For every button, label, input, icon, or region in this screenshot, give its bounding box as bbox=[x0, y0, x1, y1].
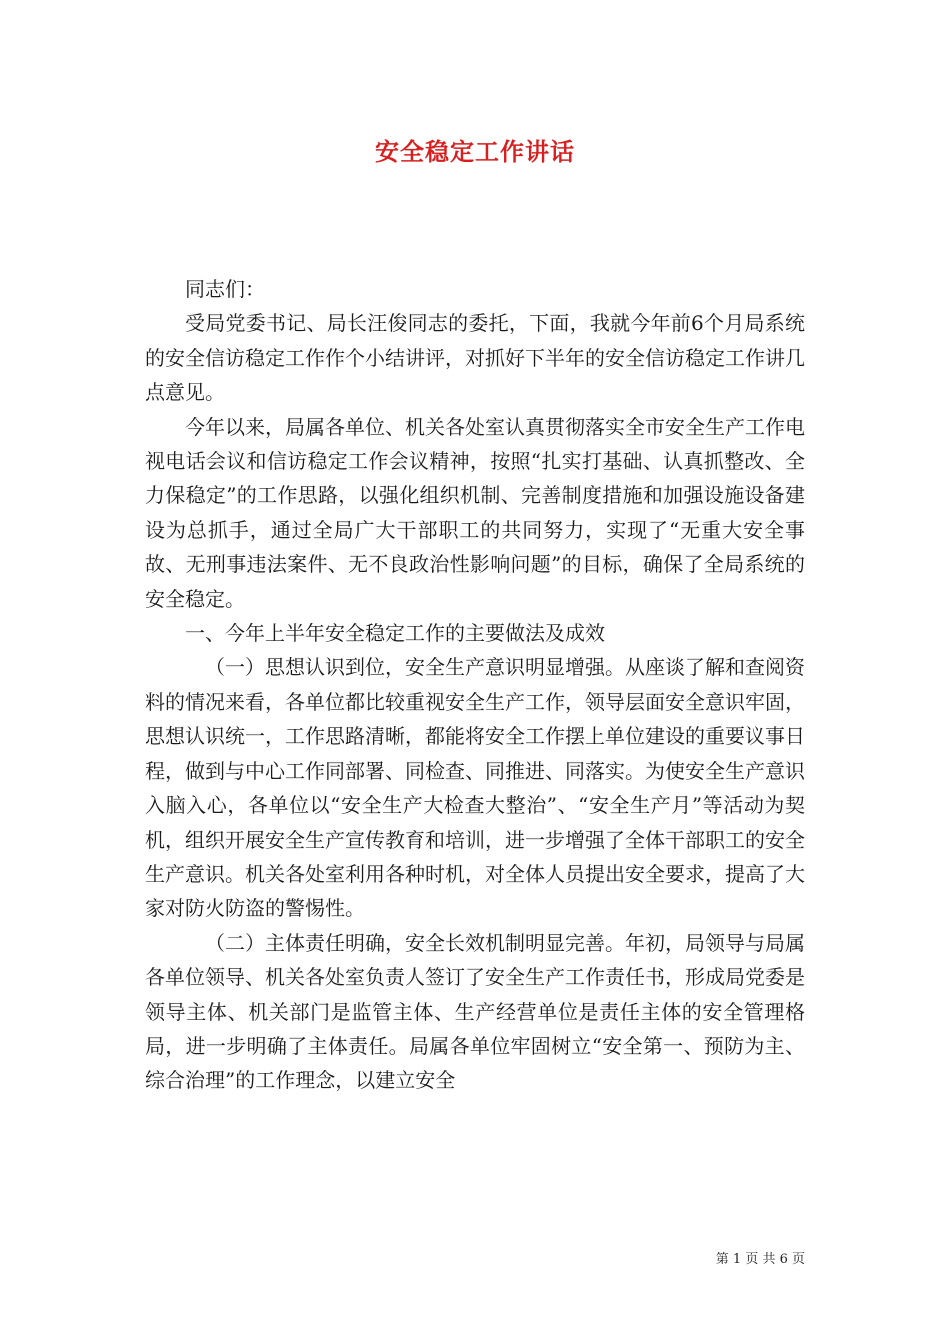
intro-paragraph: 受局党委书记、局长汪俊同志的委托，下面，我就今年前6个月局系统的安全信访稳定工作作个小结讲评，对抓好下半年的安全信访稳定工作讲几点意见。 bbox=[145, 311, 805, 405]
document-body bbox=[145, 272, 805, 1098]
section-heading: 一、今年上半年安全稳定工作的主要做法及成效 bbox=[185, 621, 605, 646]
subsection-2-paragraph: （二）主体责任明确，安全长效机制明显完善。年初，局领导与局属各单位领导、机关各处室负责人签订了安全生产工作责任书，形成局党委是领导主体、机关部门是监管主体、生产经营单位是责任主体的安全管理格局，进一步明确了主体责任。局属各单位牢固树立“安全第一、预防为主、综合治理”的工作理念，以建立安全 bbox=[145, 930, 805, 1093]
summary-paragraph: 今年以来，局属各单位、机关各处室认真贯彻落实全市安全生产工作电视电话会议和信访稳定工作会议精神，按照“扎实打基础、认真抓整改、全力保稳定”的工作思路，以强化组织机制、完善制度措施和加强设施设备建设为总抓手，通过全局广大干部职工的共同努力，实现了“无重大安全事故、无刑事违法案件、无不良政治性影响问题”的目标，确保了全局系统的安全稳定。 bbox=[145, 414, 805, 611]
page-number-footer: 第 1 页 共 6 页 bbox=[715, 1252, 805, 1267]
document-title: 安全稳定工作讲话 bbox=[375, 137, 575, 166]
salutation-paragraph: 同志们： bbox=[185, 277, 265, 301]
subsection-1-paragraph: （一）思想认识到位，安全生产意识明显增强。从座谈了解和查阅资料的情况来看，各单位都比较重视安全生产工作，领导层面安全意识牢固，思想认识统一，工作思路清晰，都能将安全工作摆上单位建设的重要议事日程，做到与中心工作同部署、同检查、同推进、同落实。为使安全生产意识入脑入心，各单位以“安全生产大检查大整治”、“安全生产月”等活动为契机，组织开展安全生产宣传教育和培训，进一步增强了全体干部职工的安全生产意识。机关各处室利用各种时机，对全体人员提出安全要求，提高了大家对防火防盗的警惕性。 bbox=[145, 655, 805, 921]
